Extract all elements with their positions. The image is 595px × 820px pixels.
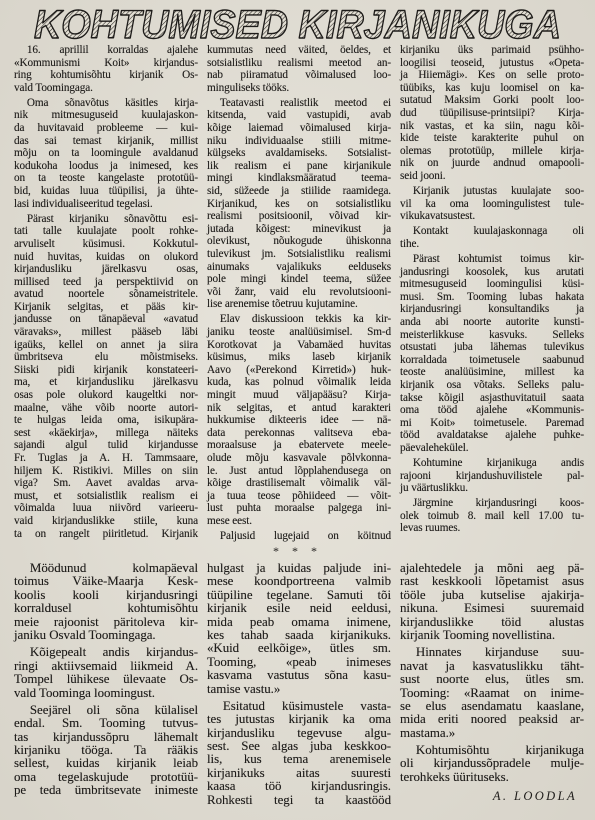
text-line: Hinnates kirjanduse suu-: [415, 644, 585, 660]
text-line: avatud noortele sõnameistritele.: [14, 288, 199, 301]
headline-text: KOHTUMISED KIRJANIKUGA: [34, 3, 561, 44]
text-line: janiku Osvald Toomingaga.: [14, 626, 156, 642]
section-separator: * * *: [273, 544, 322, 558]
text-line: anda abi noorte autorite kunsti-: [400, 315, 585, 328]
text-line: Tooming: «Raamat on inime-: [400, 684, 585, 700]
text-line: Tompel lühikese ülevaate Os-: [14, 671, 199, 687]
text-line: Oma sõnavõtus käsitles kirja-: [26, 96, 199, 109]
text-line: dud tüüpilisuse-printsiipi? Kirja-: [400, 106, 585, 119]
paragraph: [207, 97, 392, 311]
text-line: tes jutustas kirjanik ka oma: [207, 711, 392, 727]
text-line: mida eriti noored peaksid ar-: [400, 711, 585, 727]
text-line: nik on juurde andnud omapooli-: [400, 157, 585, 170]
text-line: kõige laiemad võimalused kirja-: [207, 122, 392, 135]
text-line: oma tööd ajalehe «Kommunis-: [400, 404, 585, 417]
text-column: [14, 561, 199, 797]
text-line: ja Hiiemägi». Kes on selle proto-: [400, 69, 585, 82]
text-line: ajalehtedele ja mõni aeg pä-: [400, 560, 585, 575]
text-line: pole mingi kindel teema, süžee: [207, 273, 392, 286]
text-line: vikukavatsustest.: [400, 210, 476, 223]
paragraph: [400, 645, 585, 739]
text-line: mese eest.: [207, 514, 252, 527]
paragraph: [400, 561, 585, 641]
text-line: hulgast ja kuidas paljude ini-: [207, 560, 392, 575]
text-line: mida peab omama inimene,: [207, 613, 392, 629]
text-line: ringi aktiivsemaid liikmeid A.: [14, 657, 199, 673]
text-line: kirjanik Tooming novellistina.: [400, 626, 556, 642]
text-line: sellest, kuidas kirjanik leiab: [14, 755, 199, 771]
text-line: Järgmine kirjandusringi koos-: [412, 497, 585, 510]
text-line: tööle juba kutselise ajakirja-: [400, 586, 585, 602]
text-line: vald Toominga loomingust.: [14, 684, 155, 700]
text-line: Kirjanikud, kes on sotsialistliku: [207, 197, 392, 210]
text-line: mingit muud väljapääsu? Kirja-: [207, 389, 392, 402]
text-line: sutatud Maksim Gorki poolt loo-: [400, 94, 585, 107]
text-line: nuid huvitas, kuidas on olukord: [14, 250, 199, 263]
text-line: se elus asendamatu kaaslane,: [400, 697, 585, 713]
text-line: ring kohtumisõhtu kirjanik Os-: [14, 69, 199, 82]
text-line: ümbritseva elu mõistmiseks.: [14, 351, 199, 364]
text-line: rajooni kirjandushuvilistele pal-: [400, 469, 585, 482]
text-line: kaasa töö kirjandusringis.: [207, 778, 392, 794]
text-line: teoste analüüsimine, millest ka: [400, 366, 585, 379]
text-line: otsustati juba lähemas tulevikus: [400, 341, 585, 354]
text-line: kes tahab saada kirjanikuks.: [207, 626, 392, 642]
text-line: sid, süžeede ja stiilide raamidega.: [207, 185, 392, 198]
text-line: päevalehekülel.: [400, 441, 469, 454]
text-line: «Kuid eelkõige», ütles sm.: [207, 640, 392, 656]
text-line: mõju on ta loomingule avaldanud: [14, 147, 199, 160]
text-line: tamise vastu.»: [207, 680, 281, 696]
text-line: Kirjanik jutustas kuulajate soo-: [412, 185, 585, 198]
text-line: nik vastas, et ka siin, nagu kõi-: [400, 119, 585, 132]
text-column: [14, 44, 199, 540]
paragraph: [14, 97, 199, 210]
text-line: osas pole olukord kaugeltki nor-: [14, 389, 199, 402]
paragraph: [207, 44, 392, 94]
text-line: tati talle kuulajate poolt rohke-: [14, 225, 199, 238]
text-line: lasi individualiseeritud tegelasi.: [14, 197, 153, 210]
text-line: nikuna. Esimesi suuremaid: [400, 600, 585, 616]
paragraph: [400, 743, 585, 783]
text-line: kuda, kas polnud võimalik leida: [207, 376, 392, 389]
text-line: niku individuaalse stiili mitme-: [207, 134, 392, 147]
text-line: tas kirjandussõpru lähemalt: [14, 728, 199, 744]
paragraph: [400, 253, 585, 455]
text-line: realismi positsioonil, võivad kir-: [207, 210, 392, 223]
text-line: jandusse on tänapäeval «avatud: [14, 313, 199, 326]
text-line: igaüks, kellel on annet ja siira: [14, 338, 199, 351]
text-line: kirjaniku tööga. Ta rääkis: [14, 742, 199, 758]
text-line: sust noorte elus, ütles sm.: [400, 671, 585, 687]
author-signature: A. LOODLA: [492, 789, 577, 803]
text-line: olemas prototüüp, millele kirja-: [400, 144, 585, 157]
text-line: navat ja kasvatuslikku täht-: [400, 657, 585, 673]
text-line: moraalsuse ja ebatervete meele-: [207, 439, 392, 452]
text-line: mastama.»: [400, 724, 456, 740]
paragraph: [14, 213, 199, 540]
text-line: olevikust, nõukogude ühiskonna: [207, 235, 392, 248]
text-line: kodukoha loodus ja inimesed, kes: [14, 159, 199, 172]
text-line: kõige drastilisemalt võimalik väl-: [207, 477, 392, 490]
text-line: musi. Sm. Tooming lubas hakata: [400, 290, 585, 303]
text-line: levas ruumes.: [400, 522, 461, 535]
text-line: sotsialistliku realismi meetod an-: [207, 56, 392, 69]
text-line: Möödunud kolmapäeval: [29, 560, 199, 575]
text-line: vaid kirjanduslikke stiile, kuna: [14, 514, 199, 527]
text-line: mi Koit» toimetusele. Paremad: [400, 416, 585, 429]
text-line: korraldada toimetusele saabunud: [400, 353, 585, 366]
text-line: tulevikust jm. Sotsialistliku realismi: [207, 248, 392, 260]
text-line: seid jooni.: [400, 169, 446, 182]
text-line: külgseks avaldamiseks. Sotsialist-: [207, 147, 392, 160]
text-line: terohkeks üürituseks.: [400, 768, 509, 784]
text-column: [400, 44, 585, 535]
paragraph: [14, 703, 199, 797]
text-line: arvuliselt küsimusi. Kokkutul-: [14, 237, 199, 250]
text-line: tüüpiline tegelane. Samuti tõi: [207, 586, 392, 602]
text-line: Siiski pidi kirjanik konstateeri-: [14, 363, 199, 376]
text-line: korraldusel kohtumisõhtu: [14, 600, 199, 616]
article-school-circle-meeting: [0, 44, 595, 544]
paragraph: [207, 699, 392, 806]
headline: [0, 0, 595, 44]
text-line: kirjanik osa võtaks. Selleks palu-: [400, 378, 585, 391]
text-line: kirjanduslikke töid alustas: [400, 613, 585, 629]
text-column: [400, 561, 585, 783]
text-line: kirjandusliku järelkasvu osas,: [14, 263, 199, 276]
text-line: kirjandusliku tegevuse algu-: [207, 724, 392, 740]
text-line: 16. aprillil korraldas ajalehe: [26, 44, 199, 56]
paragraph: [400, 44, 585, 183]
text-line: ju väärtuslikku.: [400, 482, 469, 495]
paragraph: [207, 561, 392, 695]
text-line: kirjaniku üks parimaid psühho-: [400, 44, 585, 56]
text-line: Esitatud küsimustele vasta-: [222, 697, 392, 713]
text-line: te hulgas leida oma, isikupära-: [14, 414, 199, 427]
text-line: koolis kooli kirjandusringi: [14, 586, 199, 602]
text-line: võimalda luua niivõrd varieeru-: [14, 502, 199, 515]
text-line: Fr. Tuglas ja A. H. Tammsaare,: [14, 452, 199, 464]
text-line: das sai temast kirjanik, millist: [14, 134, 199, 147]
text-line: ma, et kirjandusliku järelkasvu: [14, 376, 199, 389]
text-line: vil ka oma loomingulistest tule-: [400, 197, 585, 210]
paragraph: [400, 457, 585, 495]
text-line: Kirjanik selgitas, et pääs kir-: [14, 300, 199, 313]
text-line: kirjandusringi konsultandiks ja: [400, 303, 585, 316]
text-line: Aavo («Perekond Kirretid») huk-: [207, 363, 392, 376]
text-line: kummutas need väited, öeldes, et: [207, 44, 392, 56]
text-line: ja tuua teose põhiideed — võit-: [207, 489, 392, 502]
text-line: lise arenemise tõetruu kujutamine.: [207, 298, 358, 311]
text-line: lust puhta moraalse palgega ini-: [207, 502, 392, 515]
paragraph: [207, 530, 392, 543]
text-line: nik mitmesuguseid kuulajaskon-: [14, 109, 199, 122]
text-line: Kohtumine kirjanikuga andis: [412, 457, 585, 469]
text-line: kitsenda, vaid vastupidi, avab: [207, 109, 392, 122]
text-line: vald Toomingaga.: [14, 81, 93, 94]
text-line: toimus Väike-Maarja Kesk-: [14, 573, 199, 589]
text-line: meie rajoonist päritoleva kir-: [14, 613, 199, 629]
text-line: lis, kus tema arenemisele: [207, 751, 392, 767]
text-line: minguliseks tööks.: [207, 81, 290, 94]
text-line: sest «käekirja», millega näiteks: [14, 426, 199, 439]
text-line: kirjanik esile neid eeldusi,: [207, 600, 392, 616]
text-line: must, et sotsialistlik realism ei: [14, 489, 199, 502]
text-line: jandusringi koosolek, kus arutati: [400, 265, 585, 278]
text-line: kasvama vastutus sõna kasu-: [207, 667, 392, 683]
text-line: olude mõju kasvavale põlvkonna-: [207, 452, 392, 464]
text-line: da huvitavaid probleeme — kui-: [14, 122, 199, 135]
text-line: nik selgitas, et antud karakteri: [207, 401, 392, 414]
text-line: Kõigepealt andis kirjandus-: [29, 644, 199, 660]
text-line: väravaks», millest pääseb läbi: [14, 326, 199, 339]
text-line: Kohtumisõhtu kirjanikuga: [415, 742, 585, 758]
text-line: küsimus, miks laseb kirjanik: [207, 351, 392, 364]
text-line: Korotkovat ja Vabamäed huvitas: [207, 338, 392, 351]
text-line: le. Just antud lõpplahendusega on: [207, 464, 392, 477]
text-line: Pärast kohtumist toimus kir-: [412, 253, 585, 265]
paragraph: [207, 313, 392, 527]
text-line: ta on rangelt piiritletud. Kirjanik: [14, 527, 199, 540]
text-line: oma tegelaskujude prototüü-: [14, 768, 199, 784]
paragraph: [14, 645, 199, 699]
text-line: Pärast kirjaniku sõnavõttu esi-: [26, 212, 199, 225]
paragraph: [14, 44, 199, 94]
paragraph: [400, 225, 585, 250]
text-line: kide teiste karakterite puhul on: [400, 132, 585, 145]
text-line: nab piiramatud võimalused loo-: [207, 69, 392, 82]
text-line: Seejärel oli sõna külalisel: [29, 701, 199, 717]
text-line: mitmesuguseid loomingulisi küsi-: [400, 278, 585, 291]
text-line: sajandi algul tulid kirjandusse: [14, 439, 199, 452]
text-line: hiljem K. Ristikivi. Milles on siin: [14, 464, 199, 477]
text-line: janiku teoste analüüsimisel. Sm-d: [207, 326, 392, 339]
text-line: viga? Sm. Aavet avaldas arva-: [14, 477, 199, 490]
text-line: lik realism ei pane kirjanikule: [207, 159, 392, 172]
text-line: tööd avaldatakse ajalehe puhke-: [400, 429, 585, 442]
text-line: Teatavasti realistlik meetod ei: [219, 96, 392, 109]
text-line: «Kommunismi Koit» kirjandus-: [14, 56, 199, 69]
text-line: millised teed ja perspektiivid on: [14, 275, 199, 288]
text-line: endal. Sm. Tooming tutvus-: [14, 715, 199, 731]
text-line: bid, kuidas luua tüüpilisi, ja ühte-: [14, 185, 199, 198]
text-line: tüübiks, kas kuju loomisel on ka-: [400, 81, 585, 94]
text-line: Paljusid lugejaid on köitnud: [219, 530, 392, 543]
text-line: rast keskkooli lõpetamist asus: [400, 573, 585, 589]
text-line: Elav diskussioon tekkis ka kir-: [219, 313, 392, 326]
text-line: olek toimub 8. mail kell 17.00 tu-: [400, 509, 585, 522]
text-line: meisterlikkuse kasvuks. Selleks: [400, 328, 585, 341]
text-line: data perekonnas valitseva eba-: [207, 426, 392, 439]
text-line: või žanr, vaid elu revolutsiooni-: [207, 285, 392, 298]
text-column: [207, 44, 392, 543]
text-line: Rohkesti tegi ta kaastööd: [207, 791, 392, 807]
text-line: on ta teoste kangelaste prototüü-: [14, 172, 199, 185]
article-vaike-maarja-meeting: [0, 561, 595, 813]
text-line: pe teda ümbritsevate inimeste: [14, 782, 199, 798]
paragraph: [400, 497, 585, 535]
paragraph: [400, 185, 585, 223]
text-line: maalne, vähe võib noorte autori-: [14, 401, 199, 414]
text-line: tihe.: [400, 237, 420, 250]
text-line: mese koondportreena valmib: [207, 573, 392, 589]
text-column: [207, 561, 392, 806]
text-line: takse kõigil asjasthuvitatuil saata: [400, 391, 585, 404]
text-line: Tooming, «peab inimeses: [207, 653, 392, 669]
text-line: jutada kõigest: minevikust ja: [207, 222, 392, 235]
paragraph: [14, 561, 199, 641]
text-line: loogilisi teoseid, jutustus «Opeta-: [400, 56, 585, 69]
text-line: mingi kindlaksmääratud teema-: [207, 172, 392, 185]
text-line: sest. See algas juba keskkoo-: [207, 738, 392, 754]
text-line: oli kirjandussõpradele mulje-: [400, 755, 585, 771]
text-line: hukkumise dikteeris idee — nä-: [207, 414, 392, 427]
text-line: ainumaks vajalikuks eelduseks: [207, 260, 392, 273]
text-line: kirjanikuks aitas suuresti: [207, 764, 392, 780]
text-line: Kontakt kuulajaskonnaga oli: [412, 225, 585, 238]
